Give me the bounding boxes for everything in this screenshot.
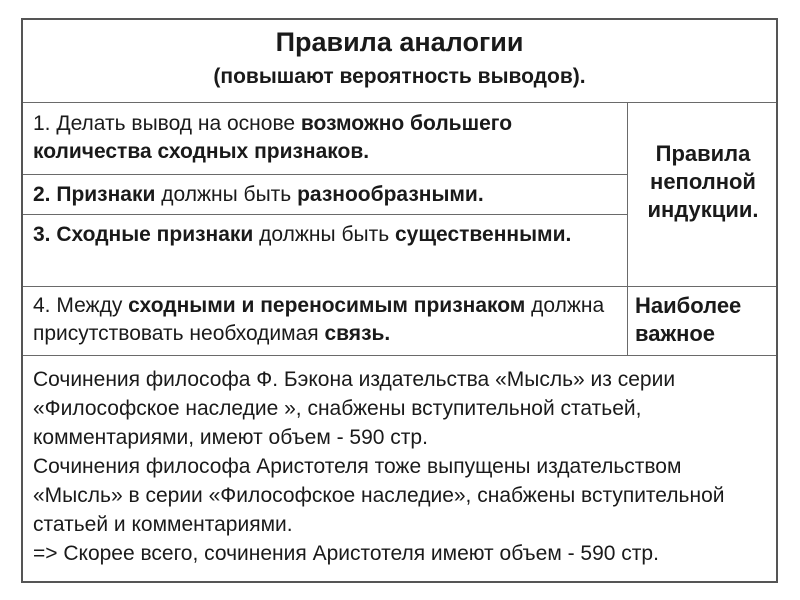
example-line-2: Сочинения философа Аристотеля тоже выпущены издательством «Мысль» в серии «Философское наследие», снабжены вступительной статьей и комментариями.: [33, 455, 725, 536]
divider-header: [23, 102, 776, 103]
rule-4: [33, 292, 621, 348]
side-label-induction: Правила неполной индукции.: [647, 141, 759, 222]
rule-4-part-4: связь.: [324, 322, 391, 345]
divider-rule-3: [23, 286, 776, 287]
rule-2-part-3: разнообразными.: [297, 183, 484, 206]
divider-rule-2: [23, 214, 627, 215]
rule-1-part-2: возможно большего количества сходных признаков.: [33, 112, 513, 163]
rule-3: [33, 221, 621, 249]
divider-rule-1: [23, 174, 627, 175]
example-line-1: Сочинения философа Ф. Бэкона издательства «Мысль» из серии «Философское наследие », снабжены вступительной статьей, комментариями, имеют объем - 590 стр.: [33, 368, 676, 449]
rule-2: [33, 181, 621, 209]
example-conclusion: => Скорее всего, сочинения Аристотеля имеют объем - 590 стр.: [33, 542, 659, 565]
rule-4-part-3: должна присутствовать необходимая: [33, 294, 605, 345]
example-text: [33, 365, 768, 568]
table-title: Правила аналогии: [275, 27, 524, 57]
table-subtitle: (повышают вероятность выводов).: [213, 65, 586, 88]
rule-2-part-1: 2. Признаки: [33, 183, 156, 206]
rule-2-part-2: должны быть: [155, 183, 298, 206]
divider-vertical: [627, 102, 628, 355]
rule-3-part-3: существенными.: [394, 223, 572, 246]
rule-4-part-2: сходными и переносимым признаком: [128, 294, 526, 317]
rule-4-part-1: 4. Между: [33, 294, 129, 317]
rule-1-part-1: 1. Делать вывод на основе: [33, 112, 301, 135]
rule-1: [33, 110, 621, 166]
divider-rule-4: [23, 355, 776, 356]
rule-3-part-1: 3. Сходные признаки: [33, 223, 254, 246]
side-label-important: Наиболее важное: [635, 293, 742, 346]
rule-3-part-2: должны быть: [253, 223, 395, 246]
analogy-rules-table: [21, 18, 778, 583]
